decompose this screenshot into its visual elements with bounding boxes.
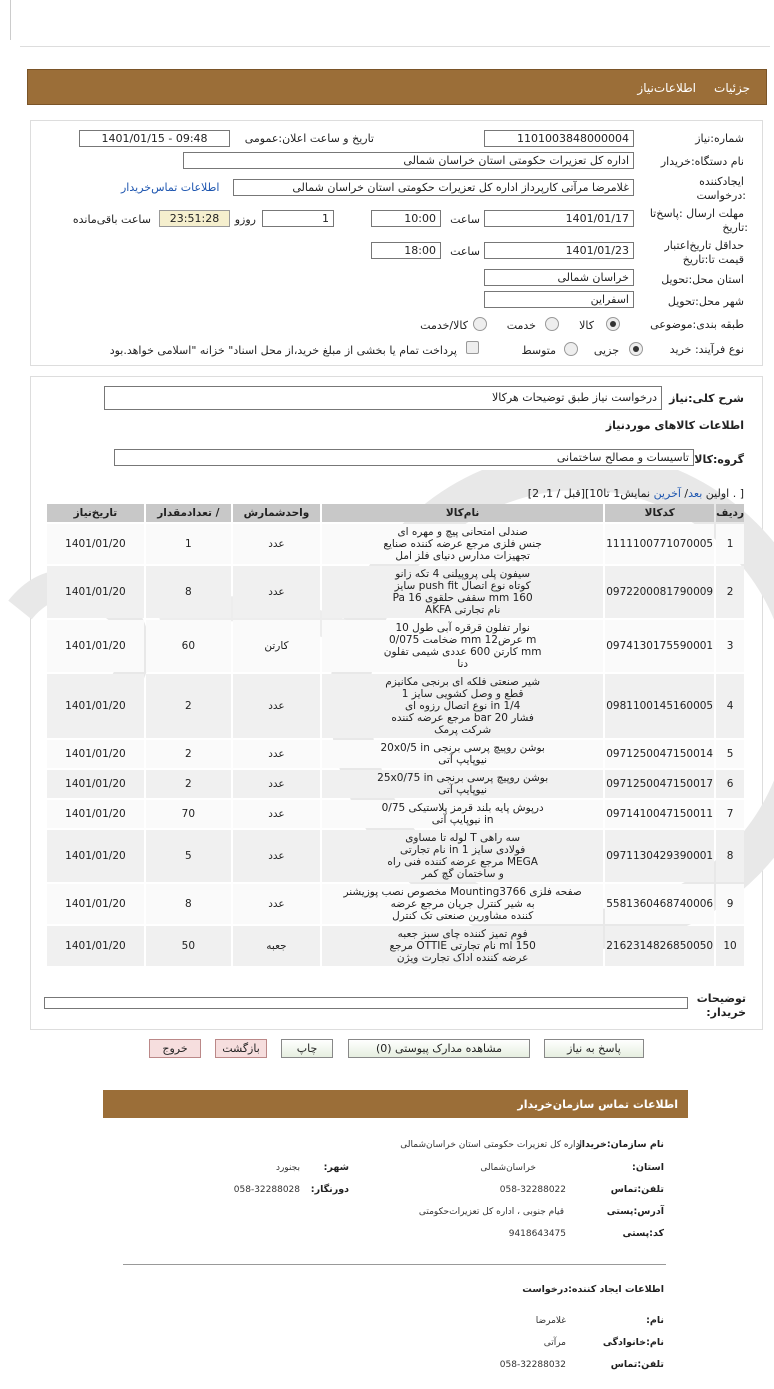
announce-label: تاریخ و ساعت اعلان:عمومی: [244, 132, 374, 145]
buyer-notes-label-1: توضیحات: [696, 992, 746, 1005]
row-number-cell: 3: [716, 620, 744, 672]
category-label: طبقه بندی:موضوعی: [650, 318, 744, 331]
creator-family-label: نام:خانوادگی: [602, 1337, 664, 1348]
category-goods-service-radio[interactable]: [473, 317, 487, 331]
need-date-cell: 1401/01/20: [47, 524, 144, 564]
creator-family-value: مرآتی: [543, 1338, 566, 1348]
item-name-cell: فوم تمیز کننده چای سبز جعبه 150 ml نام تجارتی OTTIE مرجع عرضه کننده اداک تجارت ویژن: [322, 926, 603, 966]
treasury-checkbox[interactable]: [466, 341, 479, 354]
col-code: کدکالا: [605, 504, 714, 522]
item-code-cell: 0971250047150017: [605, 770, 714, 798]
item-name-cell: صندلی امتحانی پیچ و مهره ای جنس فلزی مرجع عرضه کننده صنایع تجهیزات مدارس دنیای فلز امل: [322, 524, 603, 564]
col-unit: واحدشمارش: [233, 504, 320, 522]
group-field[interactable]: تاسیسات و مصالح ساختمانی: [114, 449, 694, 466]
table-row: [47, 674, 744, 738]
goods-table: [45, 502, 746, 968]
days-label: روزو: [234, 213, 256, 226]
unit-cell: عدد: [233, 566, 320, 618]
unit-cell: کارتن: [233, 620, 320, 672]
province-label: استان محل:تحویل: [661, 273, 744, 286]
need-date-cell: 1401/01/20: [47, 620, 144, 672]
item-code-cell: 0971410047150011: [605, 800, 714, 828]
validity-date-field[interactable]: 1401/01/23: [484, 242, 634, 259]
item-code-cell: 0971250047150014: [605, 740, 714, 768]
item-name-cell: بوشن روپیچ پرسی برنجی 20x0/5 in نیوپایپ آتی: [322, 740, 603, 768]
need-date-cell: 1401/01/20: [47, 770, 144, 798]
row-number-cell: 9: [716, 884, 744, 924]
need-date-cell: 1401/01/20: [47, 740, 144, 768]
creator-label-2: درخواست:: [696, 189, 746, 202]
item-name-cell: درپوش پایه بلند قرمز پلاستیکی 0/75 in نیوپایپ آتی: [322, 800, 603, 828]
table-row: [47, 524, 744, 564]
process-partial-label: جزیی: [593, 344, 619, 357]
pagination-range: نمایش1 تا10 . ]: [589, 487, 744, 500]
category-goods-label: کالا: [579, 319, 594, 332]
days-field[interactable]: 1: [262, 210, 334, 227]
unit-cell: عدد: [233, 770, 320, 798]
table-row: [47, 926, 744, 966]
item-name-cell: سیفون پلی پروپیلنی 4 تکه زانو کوتاه نوع اتصال push fit سایز 160 mm سقفی حلقوی 16 Pa نام تجارتی AKFA: [322, 566, 603, 618]
quantity-cell: 8: [146, 566, 231, 618]
pagination-last-link[interactable]: آخرین: [653, 487, 681, 500]
exit-button[interactable]: خروج: [149, 1039, 201, 1058]
buyer-notes-label-2: :خریدار: [706, 1006, 746, 1019]
org-label: نام سازمان:خریدار: [576, 1139, 664, 1150]
item-name-cell: صفحه فلزی Mounting3766 مخصوص نصب پوزیشنر به شیر کنترل جریان مرجع عرضه کننده مشاورین صنعتی تک کنترل: [322, 884, 603, 924]
address-label: آدرس:پستی: [606, 1206, 664, 1217]
phone-label: تلفن:تماس: [610, 1184, 664, 1195]
category-service-radio[interactable]: [545, 317, 559, 331]
validity-time-label: ساعت: [450, 245, 480, 258]
validity-time-field[interactable]: 18:00: [371, 242, 441, 259]
process-partial-radio[interactable]: [629, 342, 643, 356]
description-label: شرح کلی:نیاز: [669, 392, 744, 405]
city-label: شهر محل:تحویل: [667, 295, 744, 308]
quantity-cell: 2: [146, 770, 231, 798]
item-name-cell: نوار تفلون قرقره آبی طول 10 m عرض12 mm ضخامت 0/075 mm کارتن 600 عددی شیمی تفلون دنا: [322, 620, 603, 672]
postal-label: کد:پستی: [622, 1228, 664, 1239]
need-date-cell: 1401/01/20: [47, 884, 144, 924]
item-name-cell: سه راهی T لوله تا مساوی فولادی سایز 1 in نام تجارتی MEGA مرجع عرضه کننده فنی راه و ساختمان گچ کمر: [322, 830, 603, 882]
deadline-time-label: ساعت: [450, 213, 480, 226]
pagination-pages[interactable]: [2 ,1 / قبل][اولین: [527, 487, 730, 500]
print-button[interactable]: چاپ: [281, 1039, 333, 1058]
need-number-field[interactable]: 1101003848000004: [484, 130, 634, 147]
row-number-cell: 8: [716, 830, 744, 882]
treasury-note: پرداخت تمام یا بخشی از مبلغ خرید،از محل اسناد" خزانه "اسلامی خواهد.بود: [109, 344, 457, 357]
announce-field[interactable]: 1401/01/15 - 09:48: [79, 130, 230, 147]
group-label: گروه:کالا: [694, 453, 744, 466]
pagination-next-link[interactable]: بعد: [688, 487, 703, 500]
buyer-notes-field[interactable]: [44, 997, 688, 1009]
remaining-time-field: 23:51:28: [159, 210, 230, 227]
need-date-cell: 1401/01/20: [47, 830, 144, 882]
fax-label: :دورنگار: [310, 1184, 349, 1195]
creator-info-title: اطلاعات ایجاد کننده:درخواست: [522, 1284, 664, 1295]
item-code-cell: 0972200081790009: [605, 566, 714, 618]
description-field[interactable]: درخواست نیاز طبق توضیحات هرکالا: [104, 386, 662, 410]
item-code-cell: 0971130429390001: [605, 830, 714, 882]
item-code-cell: 5581360468740006: [605, 884, 714, 924]
city-contact-value: بجنورد: [275, 1163, 300, 1173]
address-value: قیام جنوبی ، اداره کل تعزیرات‌حکومتی: [418, 1207, 564, 1217]
col-date: تاریخ‌نیاز: [47, 504, 144, 522]
contact-divider: [123, 1264, 666, 1265]
need-date-cell: 1401/01/20: [47, 800, 144, 828]
creator-name-label: :نام: [646, 1315, 664, 1326]
row-number-cell: 2: [716, 566, 744, 618]
pagination: [2 ,1 / قبل][اولین بعد/ آخرین نمایش1 تا10 . ]: [527, 487, 744, 500]
validity-label-2: قیمت تا:تاریخ: [682, 253, 744, 266]
table-row: [47, 620, 744, 672]
col-row: ردیف: [716, 504, 744, 522]
row-number-cell: 7: [716, 800, 744, 828]
unit-cell: عدد: [233, 524, 320, 564]
quantity-cell: 70: [146, 800, 231, 828]
table-row: [47, 800, 744, 828]
process-medium-radio[interactable]: [564, 342, 578, 356]
org-value: اداره کل تعزیرات حکومتی استان خراسان‌شمالی: [400, 1140, 582, 1150]
buyer-contact-link[interactable]: اطلاعات تماس‌خریدار: [121, 181, 220, 194]
row-number-cell: 1: [716, 524, 744, 564]
quantity-cell: 1: [146, 524, 231, 564]
attachments-button[interactable]: مشاهده مدارک پیوستی (0): [348, 1039, 530, 1058]
deadline-date-field[interactable]: 1401/01/17: [484, 210, 634, 227]
back-button[interactable]: بازگشت: [215, 1039, 267, 1058]
fax-value: 058-32288028: [233, 1185, 300, 1195]
table-row: [47, 830, 744, 882]
row-number-cell: 5: [716, 740, 744, 768]
tab-need-info[interactable]: اطلاعات‌نیاز: [637, 81, 696, 95]
category-service-label: خدمت: [506, 319, 536, 332]
deadline-time-field[interactable]: 10:00: [371, 210, 441, 227]
row-number-cell: 4: [716, 674, 744, 738]
province-field[interactable]: خراسان شمالی: [484, 269, 634, 286]
row-number-cell: 6: [716, 770, 744, 798]
table-row: [47, 566, 744, 618]
need-number-label: شماره:نیاز: [695, 132, 744, 145]
quantity-cell: 60: [146, 620, 231, 672]
unit-cell: جعبه: [233, 926, 320, 966]
quantity-cell: 50: [146, 926, 231, 966]
unit-cell: عدد: [233, 800, 320, 828]
item-code-cell: 0974130175590001: [605, 620, 714, 672]
creator-phone-value: 058-32288032: [499, 1360, 566, 1370]
item-code-cell: 2162314826850050: [605, 926, 714, 966]
city-contact-label: :شهر: [323, 1162, 349, 1173]
reply-button[interactable]: پاسخ به نیاز: [544, 1039, 644, 1058]
buyer-label: نام دستگاه:خریدار: [660, 155, 744, 168]
goods-info-title: اطلاعات کالاهای موردنیاز: [605, 419, 744, 432]
province-contact-value: خراسان‌شمالی: [480, 1163, 536, 1173]
creator-name-value: غلامرضا: [535, 1316, 566, 1326]
col-name: نام‌کالا: [322, 504, 603, 522]
category-goods-service-label: کالا/خدمت: [420, 319, 468, 332]
category-goods-radio[interactable]: [606, 317, 620, 331]
deadline-label-2: تاریخ:: [722, 221, 748, 234]
unit-cell: عدد: [233, 740, 320, 768]
row-number-cell: 10: [716, 926, 744, 966]
province-contact-label: :استان: [632, 1162, 664, 1173]
item-code-cell: 0981100145160005: [605, 674, 714, 738]
creator-field[interactable]: غلامرضا مرآتی کارپرداز اداره کل تعزیرات حکومتی استان خراسان شمالی: [233, 179, 634, 196]
tab-details[interactable]: جزئیات: [714, 81, 750, 95]
table-row: [47, 770, 744, 798]
validity-label-1: حداقل تاریخ‌اعتبار: [664, 239, 744, 252]
contact-title: اطلاعات تماس سازمان‌خریدار: [517, 1098, 678, 1111]
postal-value: 9418643475: [508, 1229, 566, 1239]
contact-bar: [103, 1090, 688, 1118]
item-name-cell: شیر صنعتی فلکه ای برنجی مکانیزم قطع و وصل کشویی سایز 1 1/4 in نوع اتصال رزوه ای فشار 20 bar مرجع عرضه کننده شرکت پرمک: [322, 674, 603, 738]
quantity-cell: 2: [146, 674, 231, 738]
item-code-cell: 1111100771070005: [605, 524, 714, 564]
unit-cell: عدد: [233, 884, 320, 924]
item-name-cell: بوشن روپیچ پرسی برنجی 25x0/75 in نیوپایپ آتی: [322, 770, 603, 798]
phone-value: 058-32288022: [499, 1185, 566, 1195]
header-bar: [27, 69, 767, 105]
process-medium-label: متوسط: [521, 344, 556, 357]
unit-cell: عدد: [233, 830, 320, 882]
city-field[interactable]: اسفراین: [484, 291, 634, 308]
table-row: [47, 884, 744, 924]
quantity-cell: 8: [146, 884, 231, 924]
process-label: نوع فرآیند: خرید: [669, 343, 744, 356]
remaining-label: ساعت باقی‌مانده: [72, 213, 151, 226]
creator-label-1: ایجادکننده: [699, 175, 744, 188]
quantity-cell: 5: [146, 830, 231, 882]
table-row: [47, 740, 744, 768]
col-qty: / تعدادمقدار: [146, 504, 231, 522]
need-date-cell: 1401/01/20: [47, 566, 144, 618]
deadline-label-1: مهلت ارسال :پاسخ‌تا: [649, 207, 744, 220]
need-date-cell: 1401/01/20: [47, 926, 144, 966]
need-date-cell: 1401/01/20: [47, 674, 144, 738]
quantity-cell: 2: [146, 740, 231, 768]
creator-phone-label: تلفن:تماس: [610, 1359, 664, 1370]
buyer-field[interactable]: اداره کل تعزیرات حکومتی استان خراسان شمالی: [183, 152, 634, 169]
unit-cell: عدد: [233, 674, 320, 738]
